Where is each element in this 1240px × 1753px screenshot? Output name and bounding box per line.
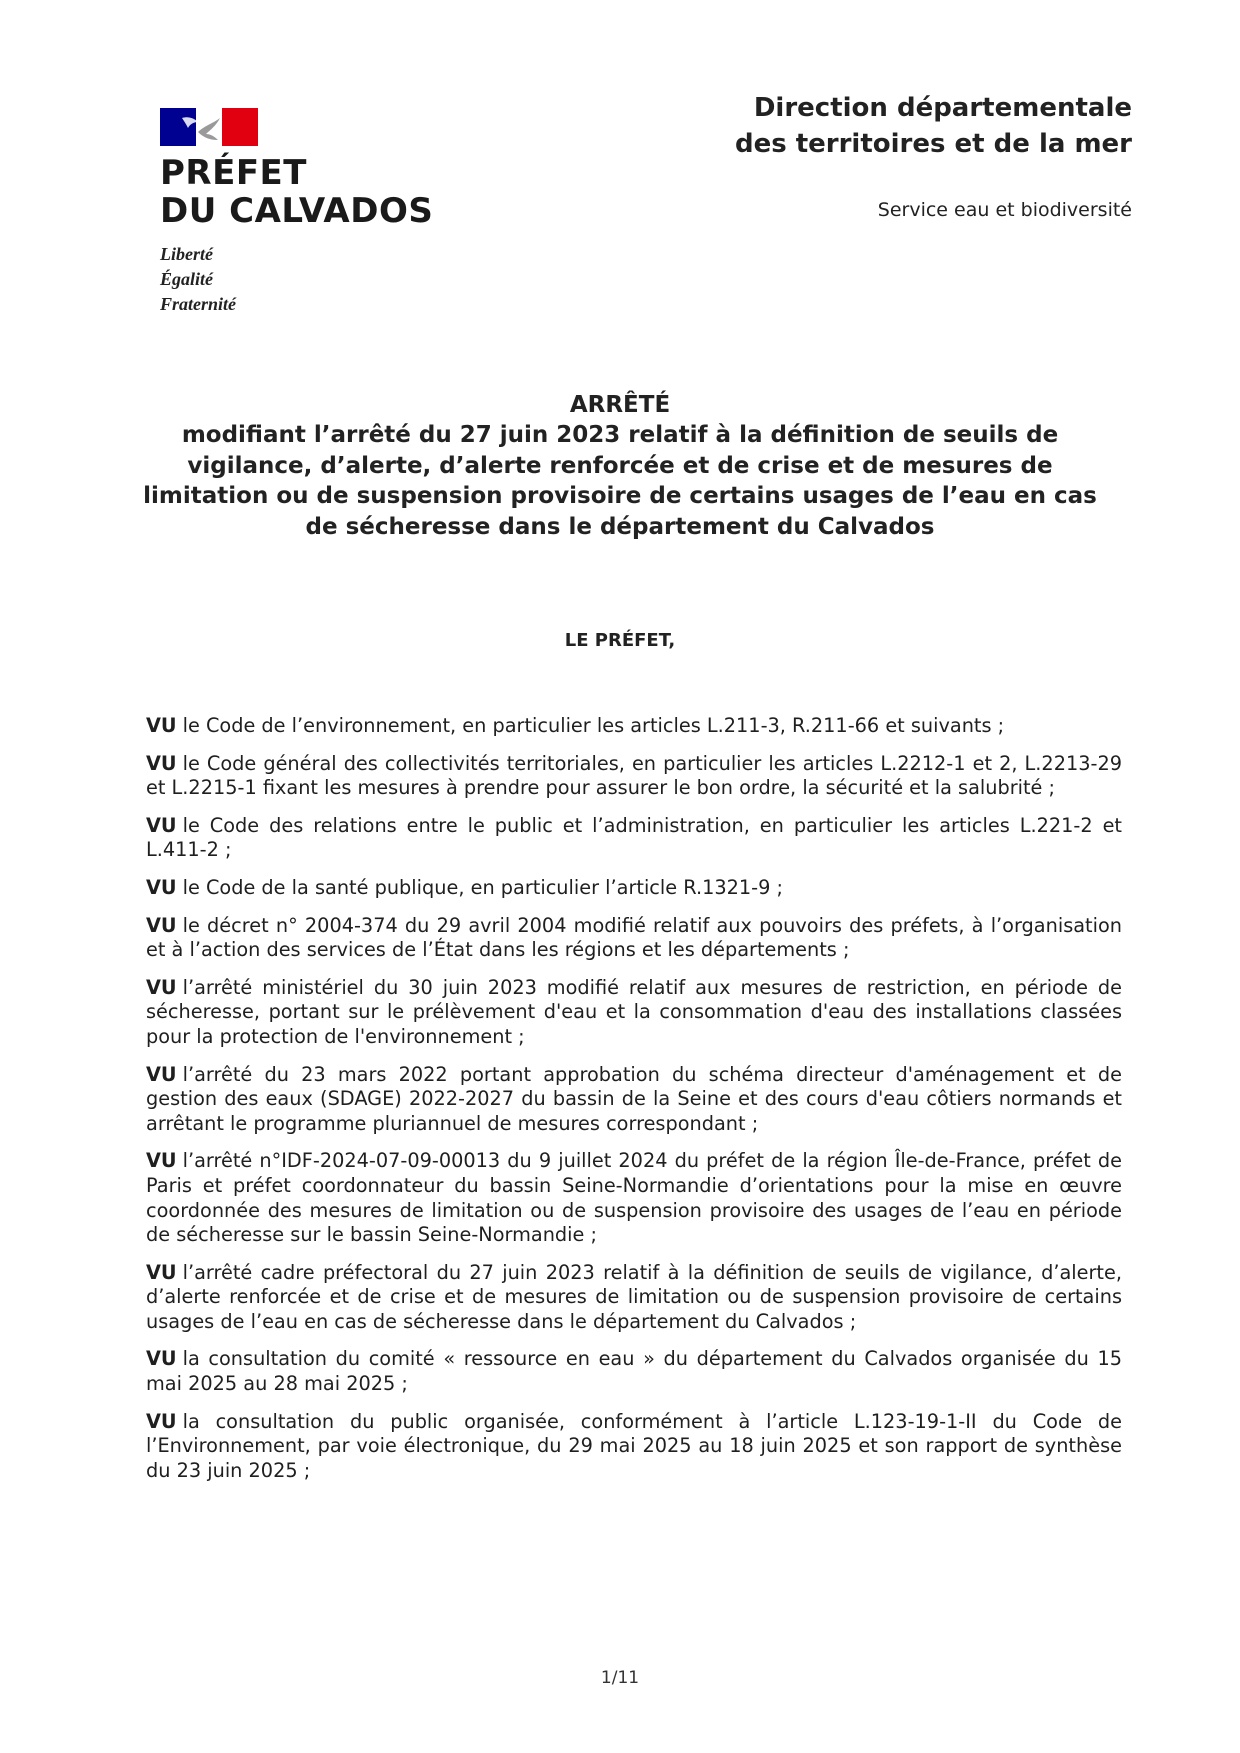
- prefecture-logo: [160, 108, 480, 317]
- visa-vu: VU: [146, 751, 177, 775]
- visa-item: [146, 714, 1122, 739]
- visa-vu: VU: [146, 813, 177, 837]
- direction-line2: des territoires et de la mer: [734, 129, 1132, 159]
- motto-liberte: Liberté: [160, 244, 213, 264]
- prefet-title-line2: DU CALVADOS: [160, 191, 434, 231]
- visa-text: le Code des relations entre le public et l’administration, en particulier les articles L.221-2 et L.411-2 ;: [146, 813, 1122, 862]
- visa-item: [146, 1410, 1122, 1484]
- visa-text: l’arrêté cadre préfectoral du 27 juin 2023 relatif à la définition de seuils de vigilance, d’alerte, d’alerte renforcée et de crise et de mesures de limitation ou de suspension provisoire de certains usages de l’eau en cas de sécheresse dans le département du Calvados ;: [146, 1260, 1122, 1333]
- visa-text: la consultation du public organisée, conformément à l’article L.123-19-1-II du Code de l’Environnement, par voie électronique, du 29 mai 2025 au 18 juin 2025 et son rapport de synthèse du 23 juin 2025 ;: [146, 1409, 1122, 1482]
- visa-vu: VU: [146, 1409, 177, 1433]
- visa-item: [146, 876, 1122, 901]
- visa-text: le Code général des collectivités territoriales, en particulier les articles L.2212-1 et 2, L.2213-29 et L.2215-1 fixant les mesures à prendre pour assurer le bon ordre, la sécurité et la salubrité ;: [146, 751, 1122, 800]
- prefet-title-line1: PRÉFET: [160, 153, 307, 193]
- visas-list: [146, 714, 1122, 1496]
- visa-item: [146, 814, 1122, 863]
- direction-heading: [612, 90, 1132, 162]
- visa-vu: VU: [146, 1347, 177, 1371]
- visa-vu: VU: [146, 975, 177, 999]
- visa-item: [146, 1347, 1122, 1396]
- visa-item: [146, 1261, 1122, 1335]
- visa-text: l’arrêté ministériel du 30 juin 2023 modifié relatif aux mesures de restriction, en période de sécheresse, portant sur le prélèvement d'eau et la consommation d'eau des installations classées pour la protection de l'environnement ;: [146, 975, 1122, 1048]
- arrete-subject: modifiant l’arrêté du 27 juin 2023 relatif à la définition de seuils de vigilance, d’alerte, d’alerte renforcée et de crise et de mesures de limitation ou de suspension provisoire de certains usages de l’eau en cas de sécheresse dans le département du Calvados: [143, 422, 1097, 540]
- visa-item: [146, 1149, 1122, 1247]
- direction-line1: Direction départementale: [753, 93, 1132, 123]
- visa-item: [146, 976, 1122, 1050]
- motto-fraternite: Fraternité: [160, 294, 237, 314]
- page-number: 1/11: [600, 1668, 640, 1688]
- republic-motto: [160, 242, 480, 317]
- visa-item: [146, 1063, 1122, 1137]
- visa-text: le Code de la santé publique, en particulier l’article R.1321-9 ;: [182, 875, 784, 899]
- service-name: Service eau et biodiversité: [877, 199, 1132, 221]
- motto-egalite: Égalité: [160, 269, 213, 289]
- marianne-icon: [160, 108, 258, 146]
- visa-vu: VU: [146, 875, 177, 899]
- visa-text: l’arrêté du 23 mars 2022 portant approbation du schéma directeur d'aménagement et de gestion des eaux (SDAGE) 2022-2027 du bassin de la Seine et des cours d'eau côtiers normands et arrêtant le programme pluriannuel de mesures correspondant ;: [146, 1062, 1122, 1135]
- document-title: [140, 390, 1100, 542]
- visa-text: le décret n° 2004-374 du 29 avril 2004 modifié relatif aux pouvoirs des préfets, à l’organisation et à l’action des services de l’État dans les régions et les départements ;: [146, 913, 1122, 962]
- visa-item: [146, 752, 1122, 801]
- visa-vu: VU: [146, 1260, 177, 1284]
- visa-text: le Code de l’environnement, en particulier les articles L.211-3, R.211-66 et suivants ;: [182, 714, 1005, 737]
- arrete-word: ARRÊTÉ: [569, 392, 671, 418]
- le-prefet-heading: LE PRÉFET,: [564, 630, 676, 651]
- visa-vu: VU: [146, 714, 177, 737]
- prefet-title: [160, 154, 480, 230]
- visa-vu: VU: [146, 1149, 177, 1173]
- visa-item: [146, 914, 1122, 963]
- visa-text: l’arrêté n°IDF-2024-07-09-00013 du 9 juillet 2024 du préfet de la région Île-de-France, préfet de Paris et préfet coordonnateur du bassin Seine-Normandie d’orientations pour la mise en œuvre coordonnée des mesures de limitation ou de suspension provisoire des usages de l’eau en période de sécheresse sur le bassin Seine-Normandie ;: [146, 1149, 1122, 1247]
- visa-text: la consultation du comité « ressource en eau » du département du Calvados organisée du 15 mai 2025 au 28 mai 2025 ;: [146, 1347, 1122, 1396]
- visa-vu: VU: [146, 1062, 177, 1086]
- visa-vu: VU: [146, 913, 177, 937]
